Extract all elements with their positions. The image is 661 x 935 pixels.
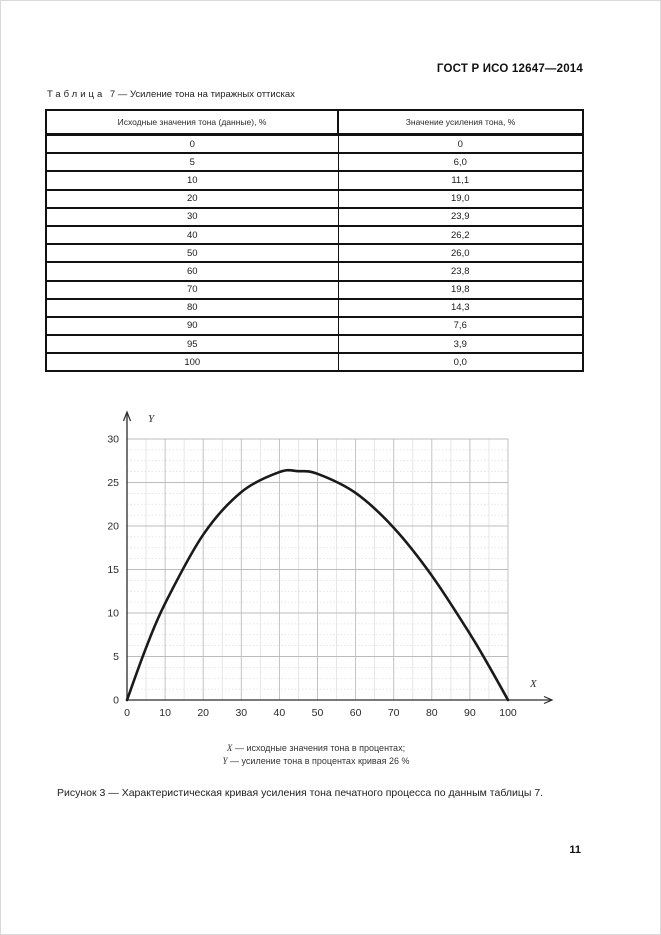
cell-gain-value: 23,8 — [338, 262, 583, 280]
cell-gain-value: 19,8 — [338, 281, 583, 299]
x-tick-label: 30 — [235, 707, 248, 719]
x-axis-label: X — [530, 678, 537, 690]
cell-gain-value: 7,6 — [338, 317, 583, 335]
column-header-source-tone: Исходные значения тона (данные), % — [46, 110, 338, 135]
cell-source-tone: 30 — [46, 208, 338, 226]
x-tick-label: 100 — [499, 707, 517, 719]
cell-gain-value: 11,1 — [338, 171, 583, 189]
x-tick-label: 10 — [159, 707, 171, 719]
cell-source-tone: 70 — [46, 281, 338, 299]
cell-source-tone: 5 — [46, 153, 338, 171]
figure-caption: Рисунок 3 — Характеристическая кривая усиления тона печатного процесса по данным таблицы 7. — [57, 787, 544, 799]
legend-var-y: Y — [222, 755, 228, 766]
y-tick-label: 10 — [107, 607, 119, 620]
y-tick-label: 25 — [107, 477, 119, 489]
legend-line-y — [0, 755, 632, 768]
cell-source-tone: 95 — [46, 335, 338, 353]
y-tick-label: 20 — [107, 520, 119, 533]
cell-source-tone: 50 — [46, 244, 338, 262]
document-title: ГОСТ Р ИСО 12647—2014 — [436, 63, 583, 75]
y-tick-label: 0 — [113, 694, 119, 707]
cell-gain-value: 23,9 — [338, 208, 583, 226]
cell-source-tone: 20 — [46, 190, 338, 208]
x-tick-label: 0 — [124, 707, 130, 719]
y-tick-label: 30 — [107, 433, 119, 446]
cell-gain-value: 26,2 — [338, 226, 583, 244]
table-caption-word: Таблица — [47, 89, 106, 100]
cell-source-tone: 10 — [46, 171, 338, 189]
cell-gain-value: 14,3 — [338, 299, 583, 317]
x-tick-label: 20 — [197, 707, 210, 719]
cell-gain-value: 6,0 — [338, 153, 583, 171]
x-tick-label: 90 — [464, 707, 476, 719]
legend-line-x — [0, 742, 632, 755]
cell-source-tone: 60 — [46, 262, 338, 280]
cell-source-tone: 100 — [46, 353, 338, 371]
y-tick-label: 15 — [107, 564, 119, 576]
cell-gain-value: 0 — [338, 135, 583, 154]
cell-gain-value: 26,0 — [338, 244, 583, 262]
column-header-gain-value: Значение усиления тона, % — [338, 110, 583, 135]
x-tick-label: 60 — [349, 707, 362, 719]
legend-text-x: — исходные значения тона в процентах; — [234, 743, 406, 753]
legend-text-y: — усиление тона в процентах кривая 26 % — [230, 755, 410, 766]
y-axis-label: Y — [148, 413, 155, 425]
cell-source-tone: 80 — [46, 299, 338, 317]
cell-source-tone: 40 — [46, 226, 338, 244]
table-caption-rest: 7 — Усиление тона на тиражных оттисках — [109, 89, 295, 100]
x-tick-label: 80 — [425, 707, 438, 719]
page-number: 11 — [569, 844, 581, 856]
cell-gain-value: 19,0 — [338, 190, 583, 208]
legend-var-x: X — [226, 743, 233, 753]
cell-gain-value: 3,9 — [338, 335, 583, 353]
cell-gain-value: 0,0 — [338, 353, 583, 371]
chart-legend — [0, 742, 632, 767]
cell-source-tone: 0 — [46, 135, 338, 154]
x-tick-label: 50 — [311, 707, 324, 719]
x-tick-label: 40 — [273, 707, 286, 719]
y-tick-label: 5 — [113, 651, 119, 663]
x-tick-label: 70 — [387, 707, 400, 719]
cell-source-tone: 90 — [46, 317, 338, 335]
